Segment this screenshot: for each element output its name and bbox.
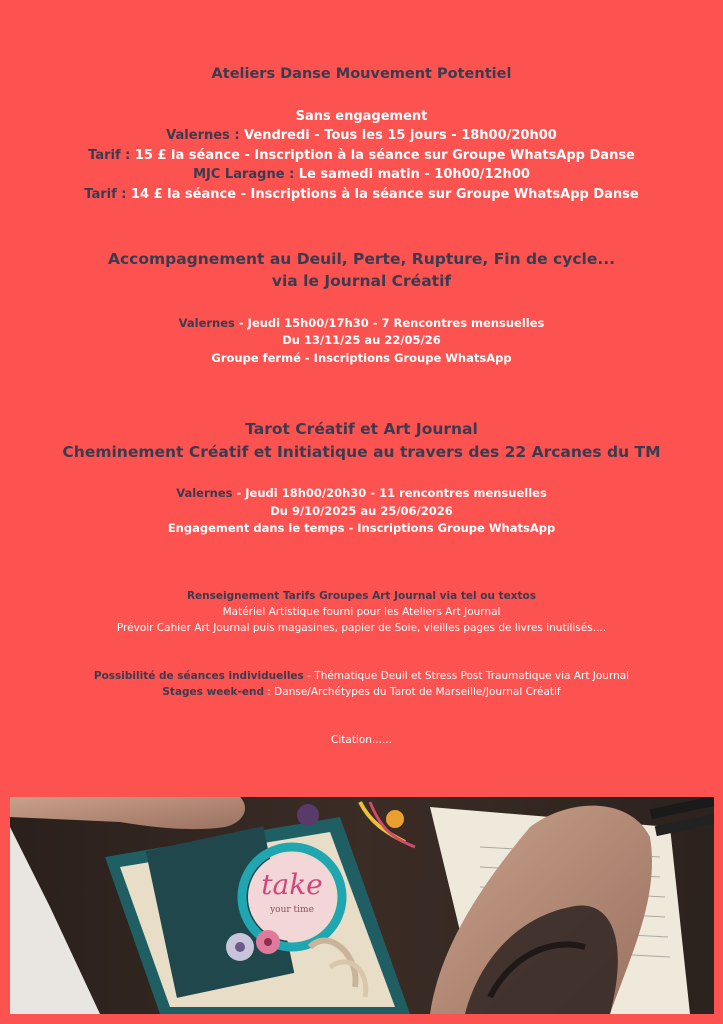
schedule-text: Le samedi matin - 10h00/12h00 xyxy=(294,167,530,182)
section1-line4 xyxy=(0,185,723,205)
section3-line1 xyxy=(0,485,723,503)
tarif-label: Tarif : xyxy=(88,148,131,163)
section2-title-line2: via le Journal Créatif xyxy=(271,272,452,290)
schedule-text: Vendredi - Tous les 15 jours - 18h00/20h00 xyxy=(239,128,557,143)
section2-line3: Groupe fermé - Inscriptions Groupe WhatsApp xyxy=(211,351,512,365)
info-heading: Renseignement Tarifs Groupes Art Journal via tel ou textos xyxy=(186,590,537,602)
art-journal-photo xyxy=(10,797,714,1014)
journal-subtext: your time xyxy=(270,905,314,915)
individual-text: - Thématique Deuil et Stress Post Traumatique via Art Journal xyxy=(303,670,630,682)
section2-line1 xyxy=(0,315,723,333)
place-label: Valernes xyxy=(178,316,235,330)
stages-text: : Danse/Archétypes du Tarot de Marseille/Journal Créatif xyxy=(263,686,561,698)
section1-line2 xyxy=(0,146,723,166)
individual-sessions-line xyxy=(0,668,723,684)
stages-label: Stages week-end xyxy=(162,686,264,698)
stages-line xyxy=(0,684,723,700)
schedule-text: - Jeudi 18h00/20h30 - 11 rencontres mensuelles xyxy=(232,486,547,500)
section3-line3: Engagement dans le temps - Inscriptions Groupe WhatsApp xyxy=(167,521,556,535)
art-journal-illustration xyxy=(10,797,714,1014)
tarif-label: Tarif : xyxy=(84,187,127,202)
section1-line1 xyxy=(0,126,723,146)
section1-line3 xyxy=(0,165,723,185)
section2-line2: Du 13/11/25 au 22/05/26 xyxy=(282,333,441,347)
place-label: Valernes xyxy=(176,486,233,500)
section3-line2: Du 9/10/2025 au 25/06/2026 xyxy=(270,504,453,518)
tarif-text: 14 £ la séance - Inscriptions à la séance sur Groupe WhatsApp Danse xyxy=(126,187,639,202)
section1-subtitle: Sans engagement xyxy=(295,109,428,124)
section1-title: Ateliers Danse Mouvement Potentiel xyxy=(211,66,512,82)
info-line1: Matériel Artistique fourni pour les Ateliers Art Journal xyxy=(222,606,501,618)
schedule-text: - Jeudi 15h00/17h30 - 7 Rencontres mensuelles xyxy=(234,316,545,330)
tarif-text: 15 £ la séance - Inscription à la séance sur Groupe WhatsApp Danse xyxy=(130,148,635,163)
section3-title-line1: Tarot Créatif et Art Journal xyxy=(245,420,478,438)
quote-text: Citation...... xyxy=(331,734,392,746)
individual-label: Possibilité de séances individuelles xyxy=(93,670,304,682)
info-line2: Prévoir Cahier Art Journal puis magasines, papier de Soie, vieilles pages de livres inutilisés.... xyxy=(116,622,607,634)
place-label: Valernes : xyxy=(166,128,240,143)
section2-title-line1: Accompagnement au Deuil, Perte, Rupture, Fin de cycle... xyxy=(107,250,616,268)
journal-take-text: take xyxy=(261,868,323,901)
place-label: MJC Laragne : xyxy=(193,167,295,182)
section3-title-line2: Cheminement Créatif et Initiatique au travers des 22 Arcanes du TM xyxy=(62,443,661,461)
